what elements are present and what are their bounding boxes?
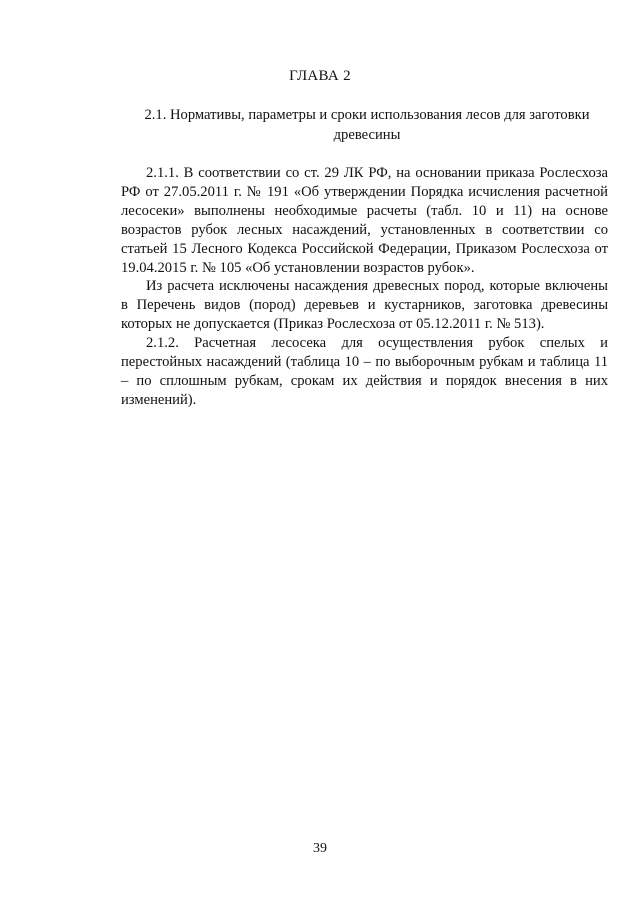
chapter-heading: ГЛАВА 2 [289,68,351,84]
body-text [121,164,608,410]
paragraph-2-1-2: 2.1.2. Расчетная лесосека для осуществления рубок спелых и перестойных насаждений (таблица 10 – по выборочным рубкам и таблица 11 – по сплошным рубкам, срокам их действия и порядок внесения в них изменений). [121,335,608,408]
paragraph-2-1-1: 2.1.1. В соответствии со ст. 29 ЛК РФ, на основании приказа Рослесхоза РФ от 27.05.2011 г. № 191 «Об утверждении Порядка исчисления расчетной лесосеки» выполнены необходимые расчеты (табл. 10 и 11) на основе возрастов рубок лесных насаждений, установленных в соответствии со статьей 15 Лесного Кодекса Российской Федерации, Приказом Рослесхоза от 19.04.2015 г. № 105 «Об установлении возрастов рубок». [121,165,608,276]
paragraph-exclusions: Из расчета исключены насаждения древесных пород, которые включены в Перечень видов (пород) деревьев и кустарников, заготовка древесины которых не допускается (Приказ Рослесхоза от 05.12.2011 г. № 513). [121,278,608,333]
section-heading: 2.1. Нормативы, параметры и сроки использования лесов для заготовки древесины [144,107,590,143]
page-number: 39 [313,841,327,856]
